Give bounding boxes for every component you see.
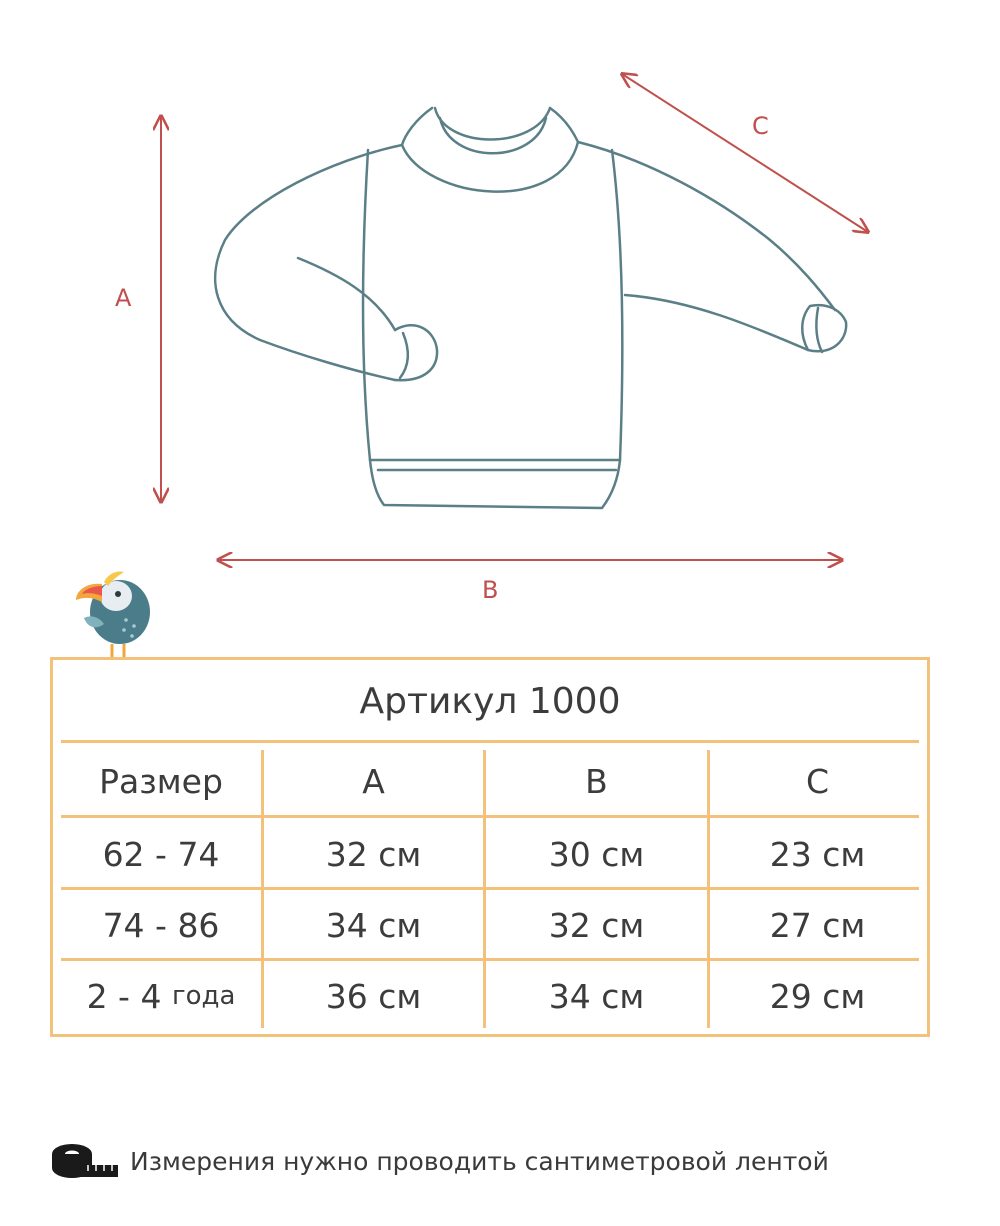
row-1-size-range: 62 - 74 <box>102 834 220 874</box>
row-2-a: 34 см <box>325 905 422 945</box>
dimension-label-c: C <box>752 112 769 140</box>
row-1-b: 30 см <box>548 834 645 874</box>
dimension-label-b: B <box>482 576 499 604</box>
header-c: C <box>805 761 830 801</box>
arrow-c <box>622 74 868 232</box>
header-b: B <box>585 761 608 801</box>
dimension-arrows <box>161 74 868 560</box>
row-1-size <box>61 819 261 889</box>
row-3-size-suffix: года <box>171 981 236 1011</box>
row-3-size-range: 2 - 4 <box>86 976 162 1016</box>
parrot-icon <box>68 560 158 660</box>
row-2-size-range: 74 - 86 <box>102 905 220 945</box>
row-1-c: 23 см <box>769 834 866 874</box>
row-2-c: 27 см <box>769 905 866 945</box>
row-2-size <box>61 890 261 960</box>
row-3-b: 34 см <box>548 976 645 1016</box>
row-3-a: 36 см <box>325 976 422 1016</box>
article-title: Артикул 1000 <box>359 680 621 722</box>
row-1-a: 32 см <box>325 834 422 874</box>
measurement-note-text: Измерения нужно проводить сантиметровой лентой <box>130 1146 829 1176</box>
row-3-size <box>61 961 261 1031</box>
row-2-b: 32 см <box>548 905 645 945</box>
row-3-c: 29 см <box>769 976 866 1016</box>
size-table <box>50 657 930 1037</box>
sweater-outline <box>215 108 846 508</box>
divider <box>61 740 919 743</box>
measuring-tape-icon <box>50 1141 120 1181</box>
header-size: Размер <box>99 761 223 801</box>
header-a: A <box>362 761 385 801</box>
dimension-label-a: A <box>115 284 132 312</box>
measurement-note <box>50 1136 940 1186</box>
